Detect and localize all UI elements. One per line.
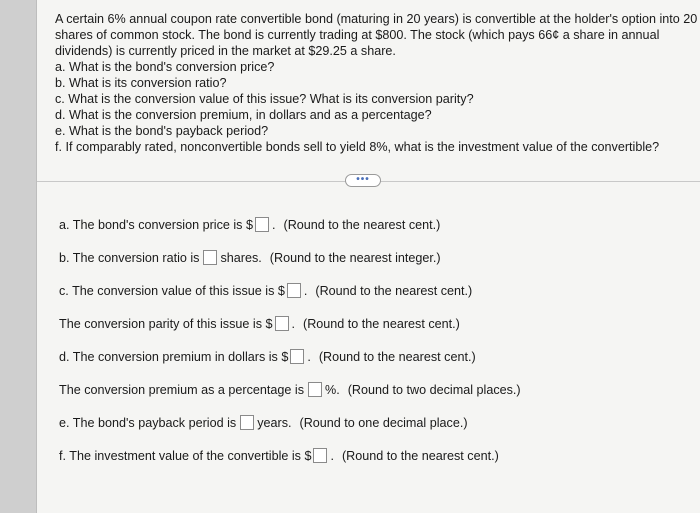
answer-line-f (59, 439, 679, 472)
answer-a-suffix: . (272, 217, 276, 232)
conversion-parity-input[interactable] (275, 316, 289, 331)
answer-d-hint: (Round to the nearest cent.) (318, 349, 476, 364)
answer-pct-hint: (Round to two decimal places.) (347, 382, 521, 397)
answer-section (59, 208, 679, 472)
answer-e-suffix: years. (257, 415, 292, 430)
answer-b-label: b. The conversion ratio is (59, 250, 200, 265)
answer-c-label: c. The conversion value of this issue is $ (59, 283, 285, 298)
answer-pct-suffix: %. (325, 382, 340, 397)
answer-line-pct (59, 373, 679, 406)
answer-f-hint: (Round to the nearest cent.) (341, 448, 499, 463)
question-d: d. What is the conversion premium, in dollars and as a percentage? (55, 108, 432, 122)
conversion-premium-percent-input[interactable] (308, 382, 322, 397)
investment-value-input[interactable] (313, 448, 327, 463)
conversion-premium-dollars-input[interactable] (290, 349, 304, 364)
answer-line-e (59, 406, 679, 439)
question-f: f. If comparably rated, nonconvertible bonds sell to yield 8%, what is the investment value of the convertible? (55, 140, 660, 154)
answer-parity-hint: (Round to the nearest cent.) (303, 316, 460, 331)
answer-line-parity (59, 307, 679, 340)
answer-d-label: d. The conversion premium in dollars is $ (59, 349, 289, 364)
expand-more-button[interactable]: ••• (345, 174, 381, 187)
answer-line-c (59, 274, 679, 307)
answer-line-b (59, 241, 679, 274)
question-c: c. What is the conversion value of this issue? What is its conversion parity? (55, 92, 474, 106)
answer-a-hint: (Round to the nearest cent.) (283, 217, 441, 232)
answer-parity-suffix: . (291, 316, 295, 331)
answer-c-hint: (Round to the nearest cent.) (315, 283, 473, 298)
question-b: b. What is its conversion ratio? (55, 76, 227, 90)
problem-statement (55, 11, 700, 155)
answer-pct-label: The conversion premium as a percentage is (59, 382, 305, 397)
answer-b-suffix: shares. (220, 250, 262, 265)
question-a: a. What is the bond's conversion price? (55, 60, 275, 74)
answer-c-suffix: . (303, 283, 308, 298)
conversion-value-input[interactable] (287, 283, 301, 298)
payback-period-input[interactable] (240, 415, 254, 430)
answer-e-hint: (Round to one decimal place.) (299, 415, 468, 430)
answer-a-label: a. The bond's conversion price is $ (59, 217, 253, 232)
question-sheet (36, 0, 700, 513)
conversion-price-input[interactable] (255, 217, 269, 232)
answer-e-label: e. The bond's payback period is (59, 415, 237, 430)
answer-b-hint: (Round to the nearest integer.) (269, 250, 441, 265)
problem-intro: A certain 6% annual coupon rate convertible bond (maturing in 20 years) is convertible at the holder's option into 20 shares of common stock. The bond is currently trading at $800. The stock (which pays 66¢ a share in annual dividends) is currently priced in the market at $29.25 a share. (55, 12, 698, 58)
answer-f-suffix: . (330, 448, 334, 463)
answer-f-label: f. The investment value of the convertible is $ (59, 448, 312, 463)
answer-line-a (59, 208, 679, 241)
answer-d-suffix: . (307, 349, 311, 364)
answer-parity-label: The conversion parity of this issue is $ (59, 316, 273, 331)
question-e: e. What is the bond's payback period? (55, 124, 269, 138)
conversion-ratio-input[interactable] (203, 250, 217, 265)
answer-line-d (59, 340, 679, 373)
